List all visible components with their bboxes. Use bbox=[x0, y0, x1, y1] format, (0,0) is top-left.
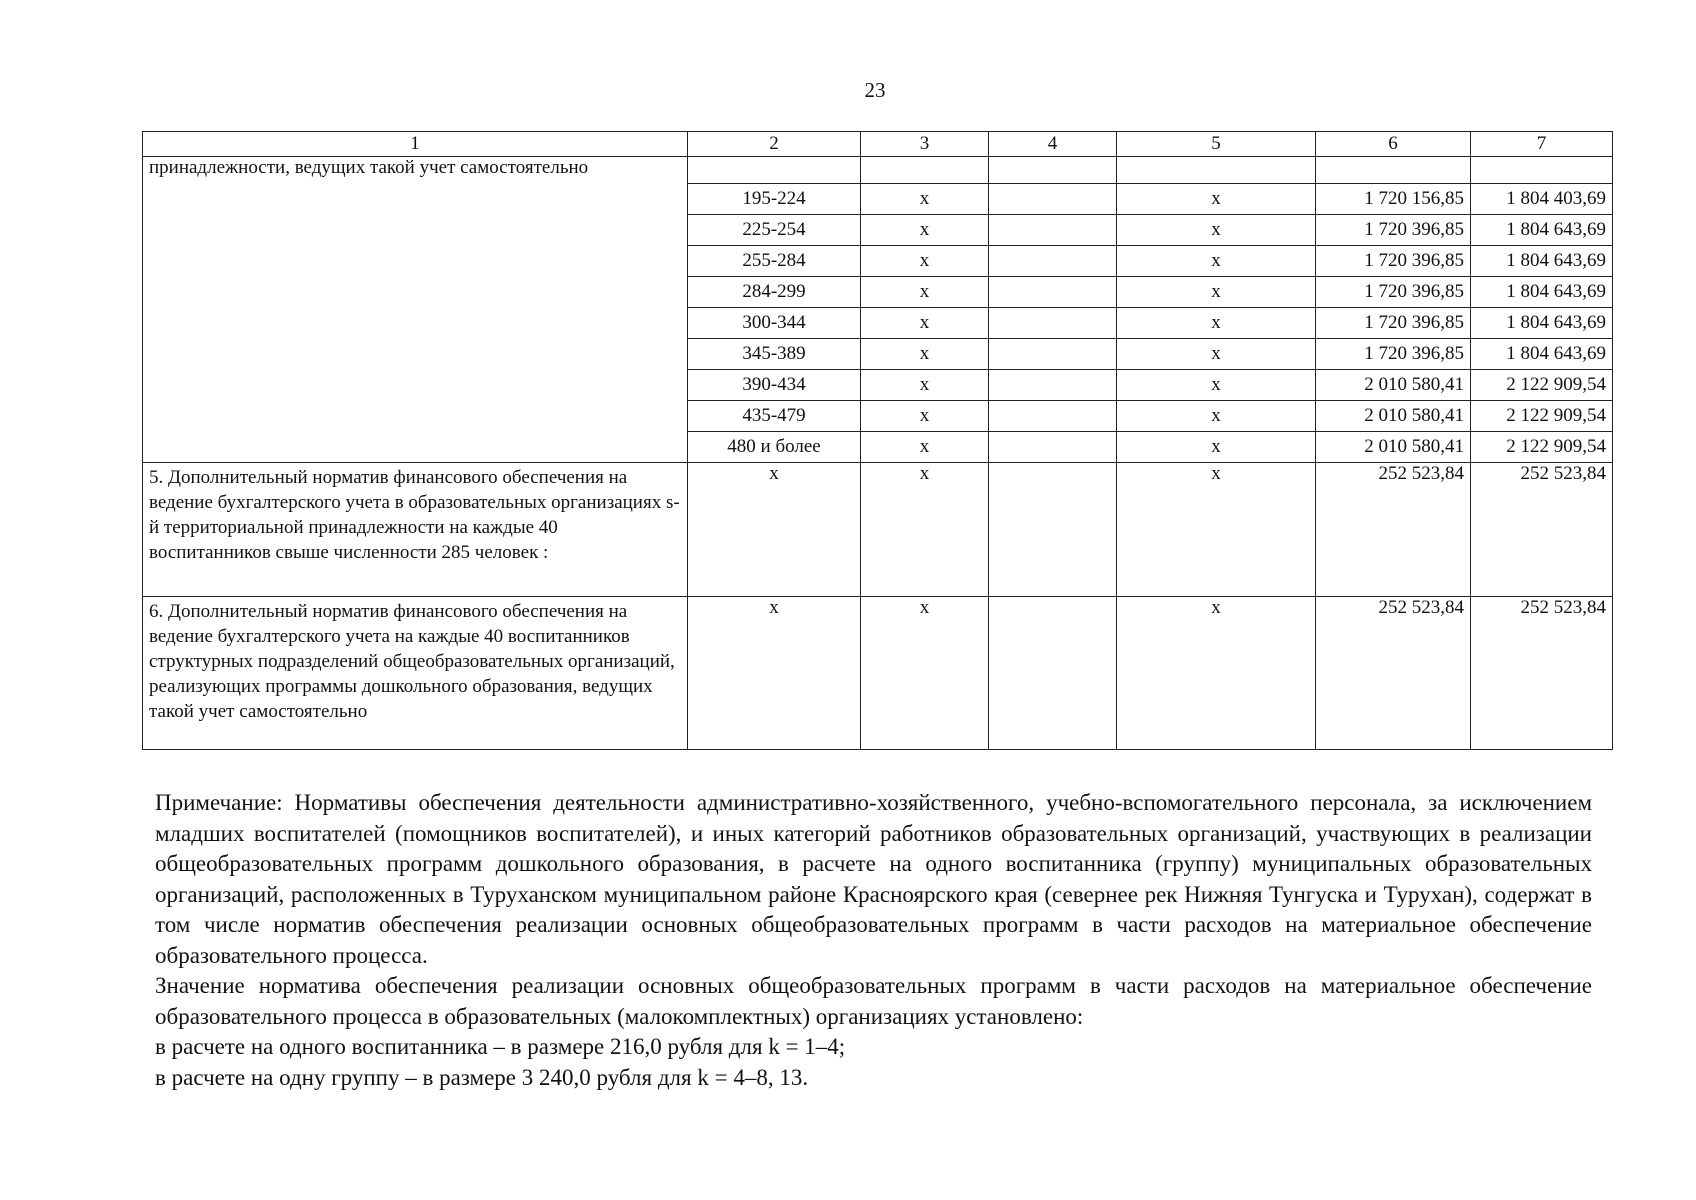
continued-label-cell: принадлежности, ведущих такой учет самостоятельно bbox=[143, 157, 688, 463]
column-header: 2 bbox=[688, 132, 861, 157]
table-cell: x bbox=[1117, 401, 1316, 432]
table-cell: x bbox=[1117, 184, 1316, 215]
table-cell bbox=[989, 463, 1117, 597]
column-header: 1 bbox=[143, 132, 688, 157]
note-paragraph: в расчете на одного воспитанника – в размере 216,0 рубля для k = 1–4; bbox=[155, 1034, 846, 1059]
value-cell: 2 010 580,41 bbox=[1316, 401, 1471, 432]
value-cell: 2 010 580,41 bbox=[1316, 370, 1471, 401]
value-cell: 1 804 643,69 bbox=[1471, 308, 1613, 339]
table-cell bbox=[989, 246, 1117, 277]
range-cell: 345-389 bbox=[688, 339, 861, 370]
table-cell: x bbox=[1117, 277, 1316, 308]
item-5-label: 5. Дополнительный норматив финансового обеспечения на ведение бухгалтерского учета в образовательных организациях s-й территориальной принадлежности на каждые 40 воспитанников свыше численности 285 человек : bbox=[143, 463, 688, 597]
value-cell: 2 010 580,41 bbox=[1316, 432, 1471, 463]
value-cell: 252 523,84 bbox=[1471, 597, 1613, 750]
table-cell: x bbox=[861, 308, 989, 339]
table-cell bbox=[989, 308, 1117, 339]
value-cell: 2 122 909,54 bbox=[1471, 401, 1613, 432]
table-header-row bbox=[143, 132, 1613, 157]
column-header: 3 bbox=[861, 132, 989, 157]
page-number: 23 bbox=[864, 78, 886, 102]
table-cell bbox=[989, 401, 1117, 432]
value-cell: 1 804 643,69 bbox=[1471, 215, 1613, 246]
note-paragraph: Значение норматива обеспечения реализации основных общеобразовательных программ в части расходов на материальное обеспечение образовательного процесса в образовательных (малокомплектных) организациях установлено: bbox=[155, 973, 1592, 1029]
column-header: 4 bbox=[989, 132, 1117, 157]
table-cell: x bbox=[1117, 432, 1316, 463]
table-cell: x bbox=[1117, 308, 1316, 339]
table-cell: x bbox=[861, 277, 989, 308]
table-cell: x bbox=[861, 597, 989, 750]
value-cell: 1 804 643,69 bbox=[1471, 246, 1613, 277]
note-paragraph: Примечание: Нормативы обеспечения деятельности административно-хозяйственного, учебно-вспомогательного персонала, за исключением младших воспитателей (помощников воспитателей), и иных категорий работников образовательных организаций, участвующих в реализации общеобразовательных программ дошкольного образования, в расчете на одного воспитанника (группу) муниципальных образовательных организаций, расположенных в Туруханском муниципальном районе Красноярского края (севернее рек Нижняя Тунгуска и Турухан), содержат в том числе норматив обеспечения реализации основных общеобразовательных программ в части расходов на материальное обеспечение образовательного процесса. bbox=[155, 790, 1592, 968]
table-cell bbox=[989, 277, 1117, 308]
note-block bbox=[155, 788, 1592, 1093]
range-cell: 255-284 bbox=[688, 246, 861, 277]
value-cell: 1 804 403,69 bbox=[1471, 184, 1613, 215]
value-cell: 1 720 396,85 bbox=[1316, 246, 1471, 277]
table-cell bbox=[989, 370, 1117, 401]
range-cell: 195-224 bbox=[688, 184, 861, 215]
value-cell: 1 720 396,85 bbox=[1316, 277, 1471, 308]
table-cell bbox=[989, 184, 1117, 215]
table-cell: x bbox=[1117, 370, 1316, 401]
note-paragraph: в расчете на одну группу – в размере 3 240,0 рубля для k = 4–8, 13. bbox=[155, 1064, 809, 1090]
value-cell: 1 720 396,85 bbox=[1316, 339, 1471, 370]
value-cell: 1 804 643,69 bbox=[1471, 277, 1613, 308]
range-cell: 284-299 bbox=[688, 277, 861, 308]
column-header: 7 bbox=[1471, 132, 1613, 157]
value-cell: 1 720 156,85 bbox=[1316, 184, 1471, 215]
table-row-item-6 bbox=[143, 597, 1613, 750]
value-cell: 1 720 396,85 bbox=[1316, 308, 1471, 339]
table-cell: x bbox=[688, 463, 861, 597]
table-cell: x bbox=[688, 597, 861, 750]
table-cell: x bbox=[861, 463, 989, 597]
column-header: 5 bbox=[1117, 132, 1316, 157]
table-cell: x bbox=[1117, 215, 1316, 246]
table-cell: x bbox=[1117, 597, 1316, 750]
table-cell: x bbox=[861, 215, 989, 246]
table-cell bbox=[989, 339, 1117, 370]
table-cell bbox=[989, 597, 1117, 750]
value-cell: 2 122 909,54 bbox=[1471, 432, 1613, 463]
range-cell: 480 и более bbox=[688, 432, 861, 463]
range-cell: 225-254 bbox=[688, 215, 861, 246]
table-cell: x bbox=[861, 246, 989, 277]
range-cell: 300-344 bbox=[688, 308, 861, 339]
item-6-label: 6. Дополнительный норматив финансового обеспечения на ведение бухгалтерского учета на каждые 40 воспитанников структурных подразделений общеобразовательных организаций, реализующих программы дошкольного образования, ведущих такой учет самостоятельно bbox=[143, 597, 688, 750]
range-cell: 390-434 bbox=[688, 370, 861, 401]
value-cell: 1 804 643,69 bbox=[1471, 339, 1613, 370]
table-cell: x bbox=[861, 339, 989, 370]
table-cell: x bbox=[1117, 463, 1316, 597]
table-cell: x bbox=[861, 432, 989, 463]
range-cell: 435-479 bbox=[688, 401, 861, 432]
table-row-item-5 bbox=[143, 463, 1613, 597]
normatives-table bbox=[142, 131, 1613, 750]
table-cell bbox=[989, 432, 1117, 463]
column-header: 6 bbox=[1316, 132, 1471, 157]
table-cell: x bbox=[1117, 246, 1316, 277]
table-row bbox=[143, 157, 1613, 184]
table-cell: x bbox=[1117, 339, 1316, 370]
value-cell: 252 523,84 bbox=[1316, 597, 1471, 750]
value-cell: 252 523,84 bbox=[1316, 463, 1471, 597]
table-cell: x bbox=[861, 370, 989, 401]
table-cell bbox=[989, 215, 1117, 246]
value-cell: 252 523,84 bbox=[1471, 463, 1613, 597]
table-cell: x bbox=[861, 401, 989, 432]
table-cell: x bbox=[861, 184, 989, 215]
value-cell: 1 720 396,85 bbox=[1316, 215, 1471, 246]
value-cell: 2 122 909,54 bbox=[1471, 370, 1613, 401]
